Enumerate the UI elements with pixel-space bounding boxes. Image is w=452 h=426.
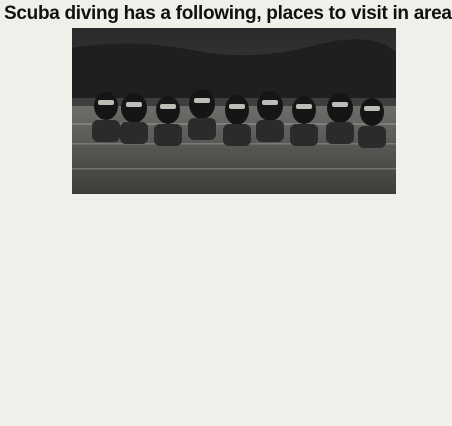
article-body — [4, 28, 396, 426]
divers-in-water-image — [72, 28, 396, 194]
column-2 — [72, 199, 177, 426]
column-1 — [4, 28, 68, 426]
column-3 — [181, 199, 286, 426]
headline: Scuba diving has a following, places to visit in area — [4, 3, 452, 24]
lower-columns — [72, 199, 396, 426]
right-block — [72, 28, 396, 426]
column-4 — [290, 199, 395, 426]
divers-photo — [72, 28, 396, 194]
